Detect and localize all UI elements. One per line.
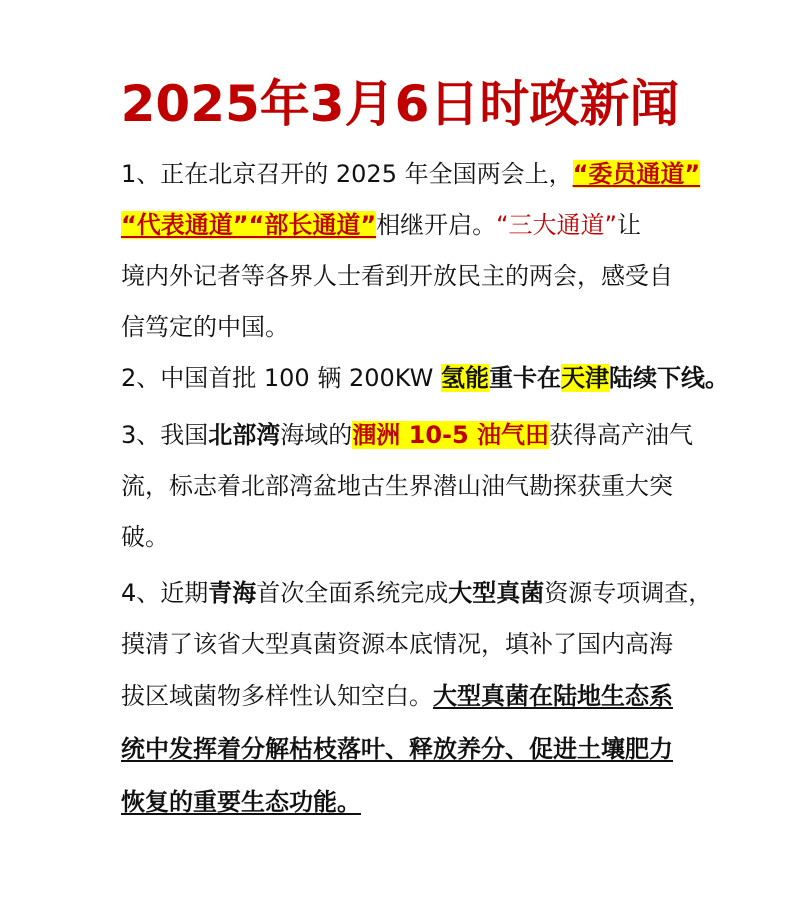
news-4-text: 资源专项调查， <box>544 579 713 607</box>
news-2-text: 2、中国首批 100 辆 200KW <box>121 364 442 392</box>
news-1-three-channels: “三大通道” <box>496 211 617 239</box>
news-2-highlight-tianjin: 天津 <box>561 364 610 392</box>
news-item-4-line-3 <box>121 679 673 713</box>
page-title: 2025年3月6日时政新闻 <box>120 75 680 133</box>
news-3-text: 海域的 <box>280 421 353 449</box>
news-item-4-line-5: 恢复的重要生态功能。 <box>121 788 361 816</box>
news-4-bold-macrofungi: 大型真菌 <box>448 579 545 607</box>
news-2-bold-text: 重卡在 <box>489 364 562 392</box>
news-2-highlight-hydrogen: 氢能 <box>441 364 490 392</box>
news-3-bold-beibu-gulf: 北部湾 <box>208 421 281 449</box>
news-1-highlight-committee-channel: “委员通道” <box>572 160 701 188</box>
news-3-text: 获得高产油气 <box>549 421 694 449</box>
news-4-text: 首次全面系统完成 <box>256 579 449 607</box>
news-item-1-line-1 <box>121 157 700 191</box>
news-item-2 <box>121 361 729 395</box>
news-1-highlight-deputy-minister-channels: “代表通道”“部长通道” <box>121 211 377 239</box>
news-4-text: 拔区域菌物多样性认知空白。 <box>121 682 433 710</box>
news-item-4-line-4: 统中发挥着分解枯枝落叶、释放养分、促进土壤肥力 <box>121 735 673 763</box>
news-item-1-line-3: 境内外记者等各界人士看到开放民主的两会，感受自 <box>121 262 673 290</box>
news-1-text: 相继开启。 <box>376 211 497 239</box>
news-item-3-line-3: 破。 <box>121 523 169 551</box>
news-1-text: 让 <box>616 211 641 239</box>
news-item-3-line-1 <box>121 418 693 452</box>
news-4-text: 4、近期 <box>121 579 209 607</box>
news-item-1-line-2 <box>121 208 641 242</box>
news-3-text: 3、我国 <box>121 421 209 449</box>
news-item-3-line-2: 流，标志着北部湾盆地古生界潜山油气勘探获重大突 <box>121 472 673 500</box>
news-item-4-line-2: 摸清了该省大型真菌资源本底情况，填补了国内高海 <box>121 630 673 658</box>
news-2-bold-text: 陆续下线。 <box>609 364 730 392</box>
news-4-underlined-emphasis: 大型真菌在陆地生态系 <box>433 682 673 710</box>
news-item-1-line-4: 信笃定的中国。 <box>121 313 289 341</box>
news-3-highlight-oilfield: 涠洲 10-5 油气田 <box>352 421 550 449</box>
news-4-bold-qinghai: 青海 <box>208 579 257 607</box>
news-1-text: 1、正在北京召开的 2025 年全国两会上， <box>121 160 573 188</box>
news-item-4-line-1 <box>121 576 712 610</box>
